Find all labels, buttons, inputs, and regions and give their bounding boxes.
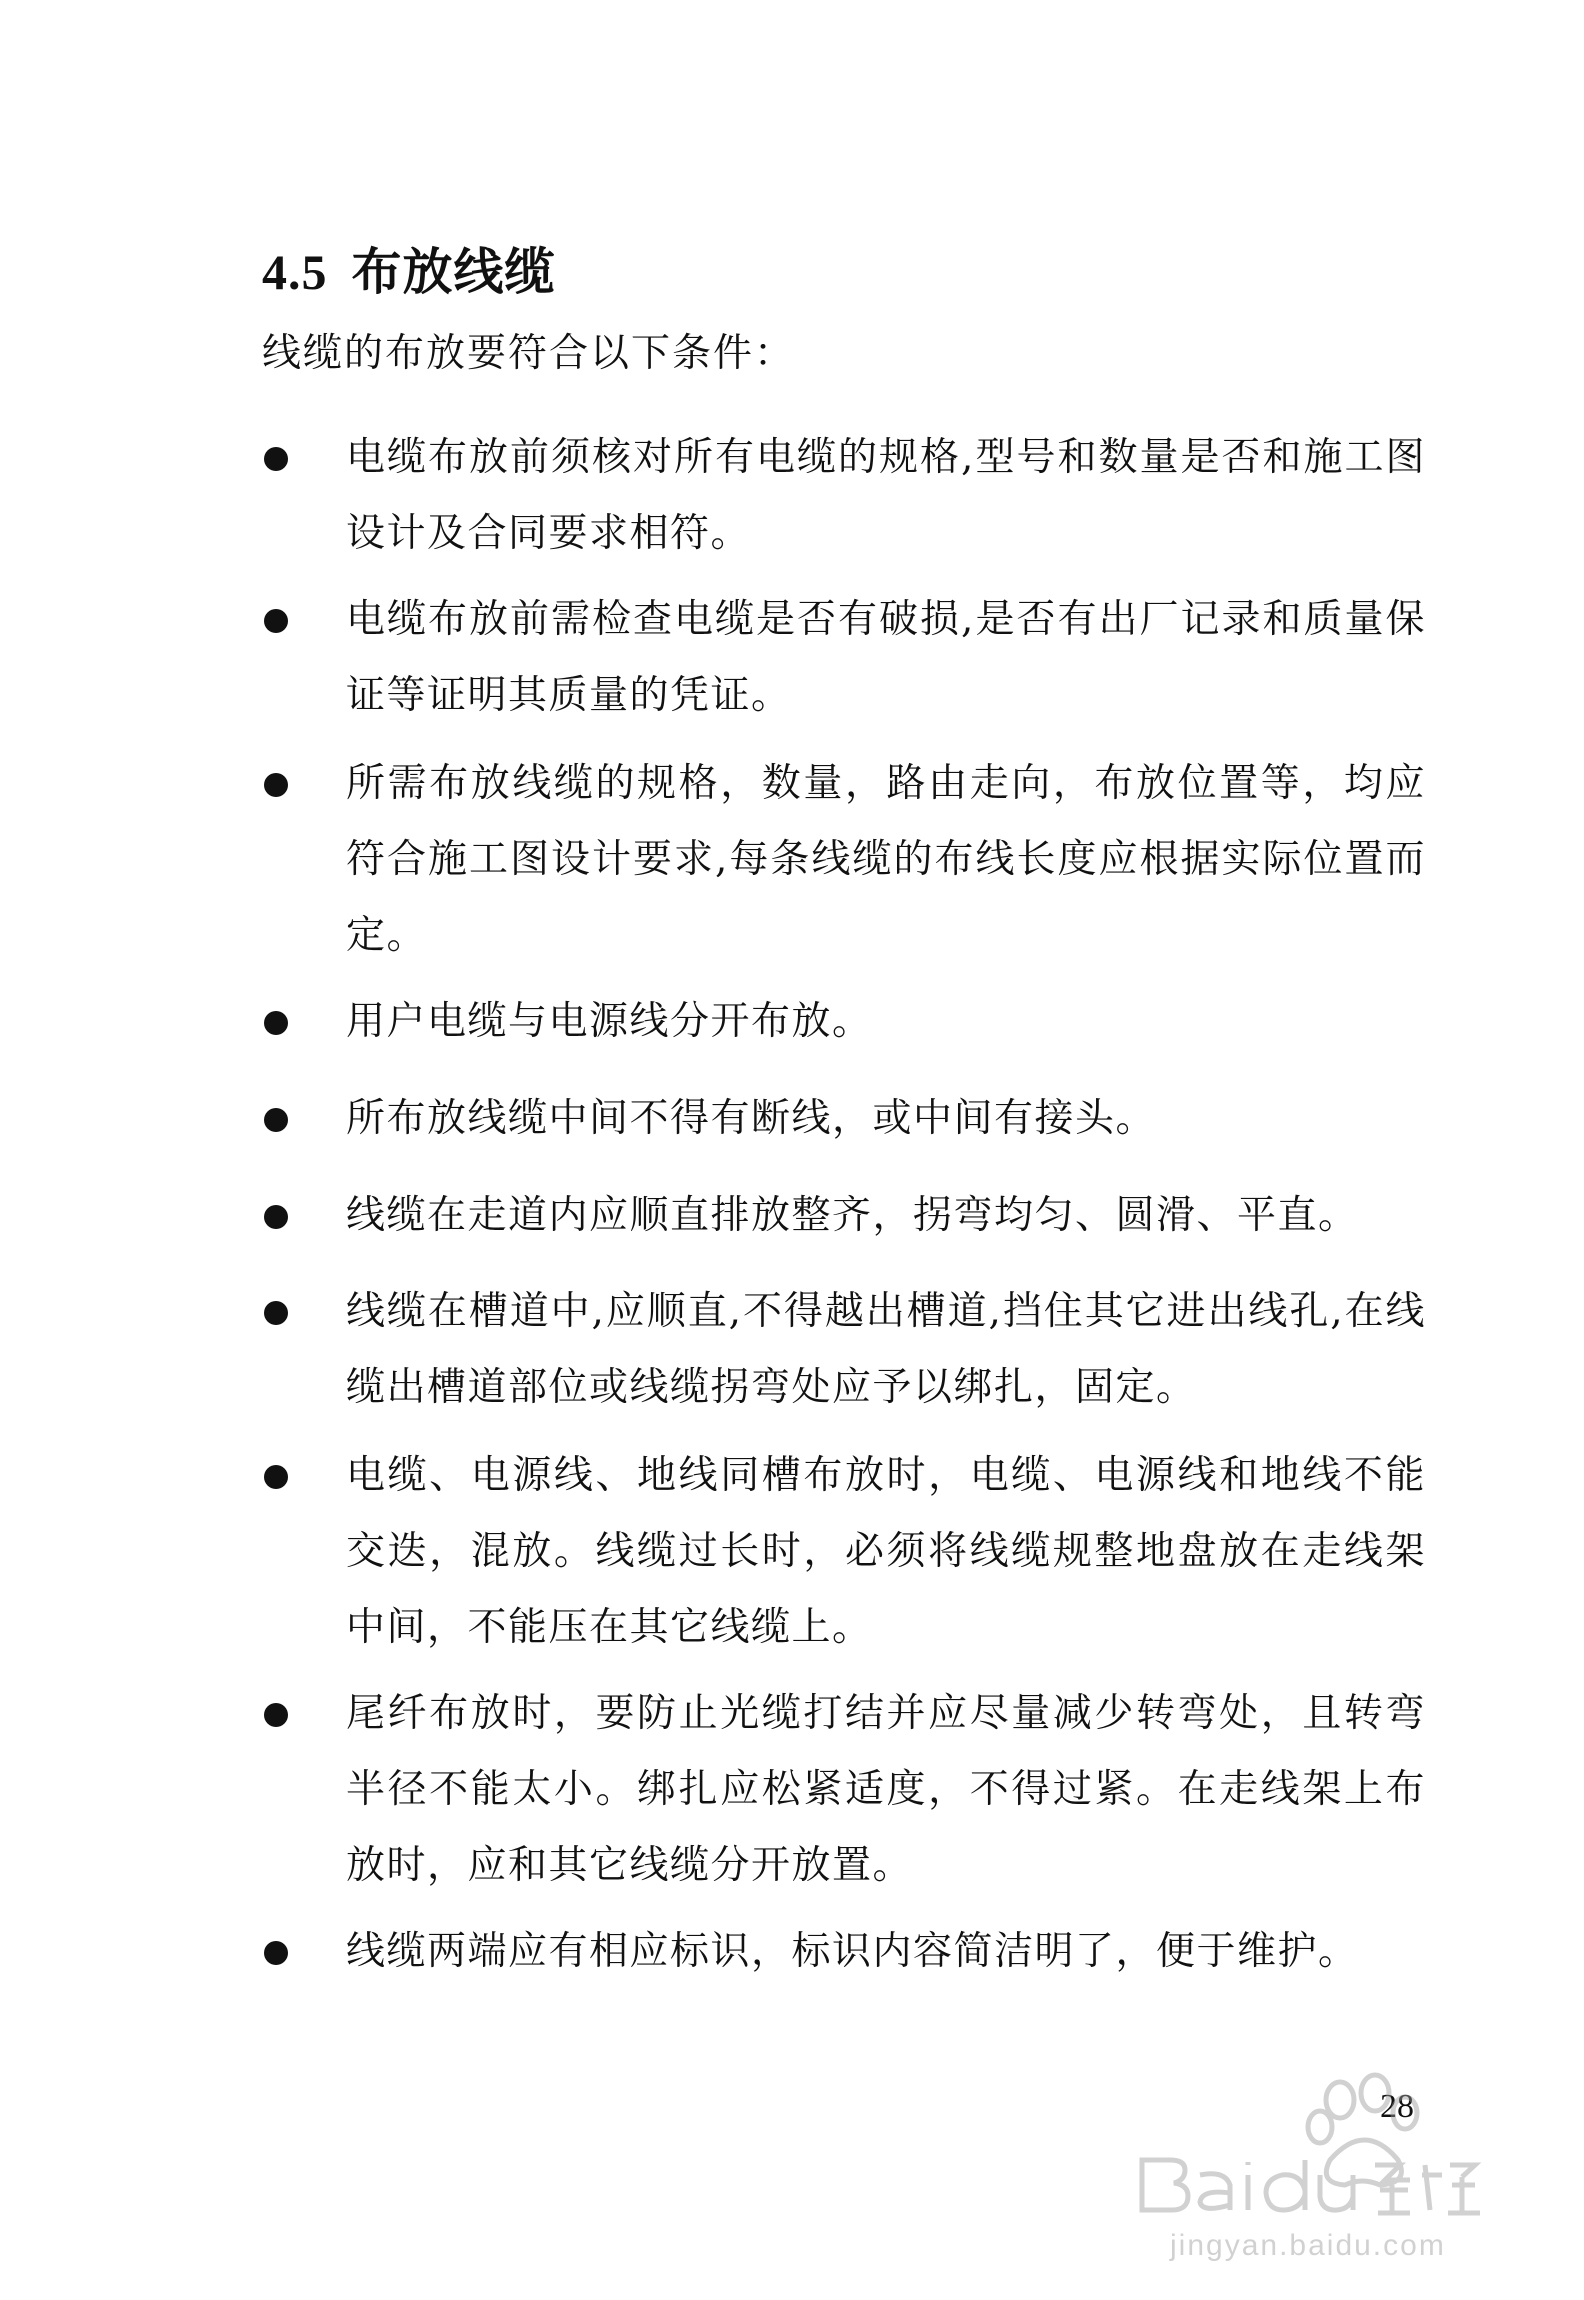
- bullet-icon: [264, 1703, 288, 1727]
- bullet-icon: [264, 1205, 288, 1229]
- page-number: 28: [1380, 2088, 1414, 2125]
- intro-paragraph: 线缆的布放要符合以下条件：: [262, 331, 796, 376]
- list-item-text: 线缆在槽道中,应顺直,不得越出槽道,挡住其它进出线孔,在线缆出槽道部位或线缆拐弯处应予以绑扎，固定。: [346, 1289, 1426, 1410]
- list-item-text: 电缆布放前需检查电缆是否有破损,是否有出厂记录和质量保证等证明其质量的凭证。: [346, 597, 1426, 718]
- bullet-icon: [264, 1301, 288, 1325]
- section-heading: [262, 232, 556, 304]
- bullet-icon: [264, 1941, 288, 1965]
- baidu-watermark-logo: [1130, 2065, 1530, 2265]
- list-item-text: 线缆两端应有相应标识，标识内容简洁明了，便于维护。: [346, 1929, 1359, 1974]
- section-title-text: 布放线缆: [351, 243, 556, 301]
- bullet-icon: [264, 1108, 288, 1132]
- list-item-text: 电缆布放前须核对所有电缆的规格,型号和数量是否和施工图设计及合同要求相符。: [346, 435, 1426, 556]
- section-number: 4.5: [262, 244, 328, 300]
- list-item-text: 所需布放线缆的规格，数量，路由走向，布放位置等，均应符合施工图设计要求,每条线缆的布线长度应根据实际位置而定。: [346, 761, 1426, 958]
- bullet-icon: [264, 447, 288, 471]
- list-item-text: 电缆、电源线、地线同槽布放时，电缆、电源线和地线不能交迭，混放。线缆过长时，必须将线缆规整地盘放在走线架中间，不能压在其它线缆上。: [346, 1453, 1426, 1650]
- bullet-icon: [264, 1011, 288, 1035]
- list-item-text: 用户电缆与电源线分开布放。: [346, 999, 873, 1044]
- bullet-icon: [264, 773, 288, 797]
- list-item-text: 尾纤布放时，要防止光缆打结并应尽量减少转弯处，且转弯半径不能太小。绑扎应松紧适度，不得过紧。在走线架上布放时，应和其它线缆分开放置。: [346, 1691, 1426, 1888]
- bullet-icon: [264, 609, 288, 633]
- list-item-text: 线缆在走道内应顺直排放整齐，拐弯均匀、圆滑、平直。: [346, 1193, 1359, 1238]
- bullet-icon: [264, 1465, 288, 1489]
- list-item-text: 所布放线缆中间不得有断线，或中间有接头。: [346, 1096, 1157, 1141]
- watermark-url: jingyan.baidu.com: [1170, 2229, 1446, 2262]
